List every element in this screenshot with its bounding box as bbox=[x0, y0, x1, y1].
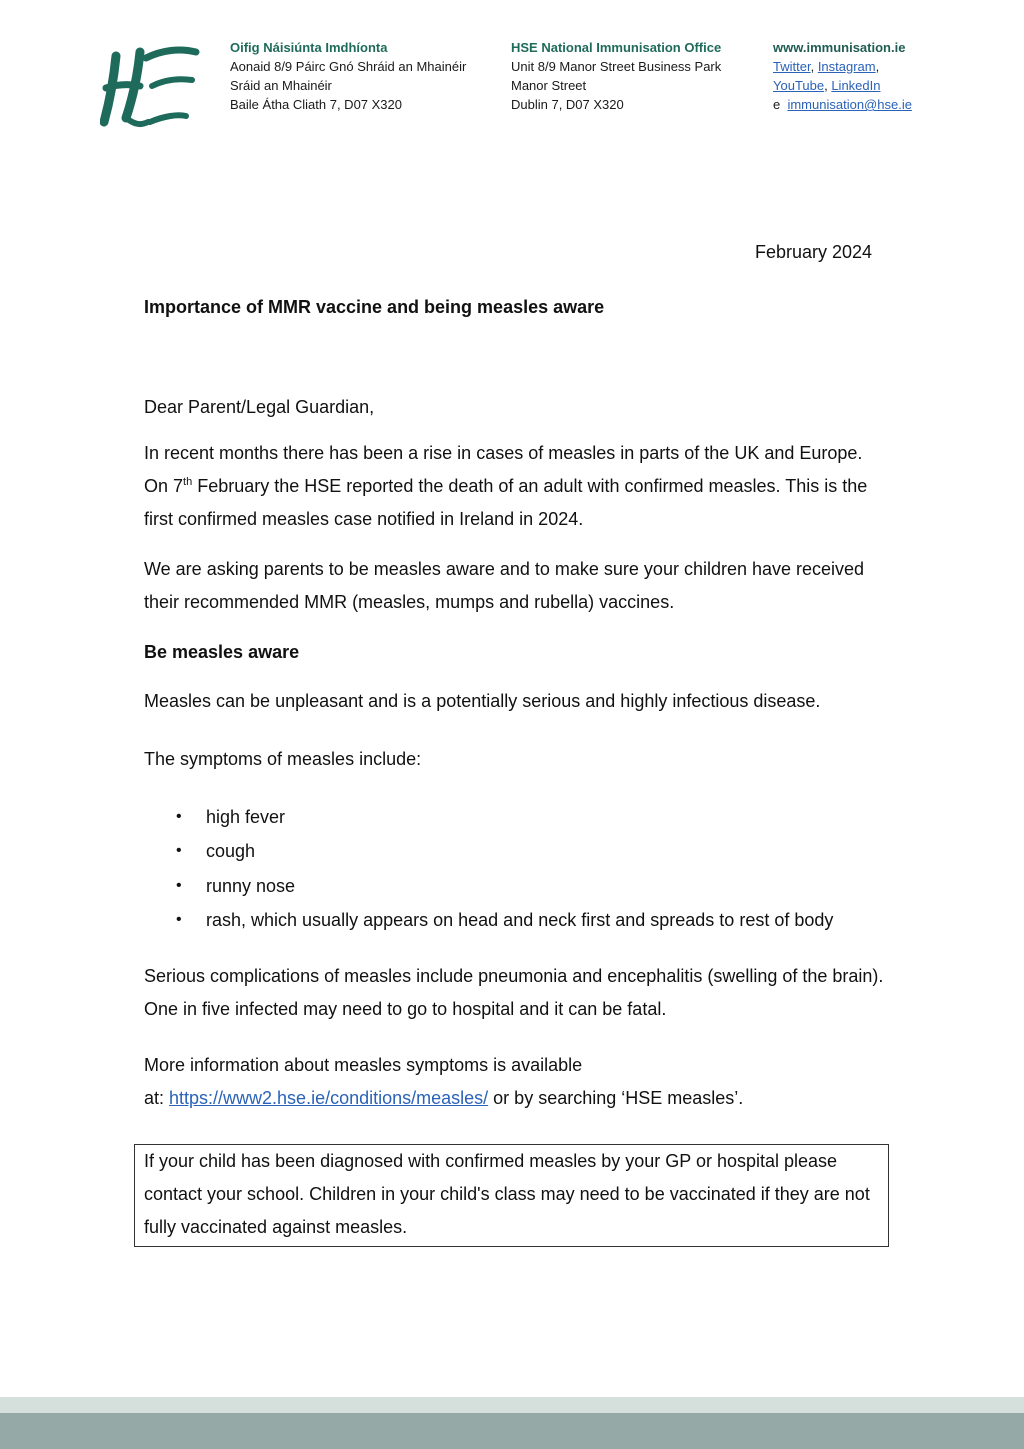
ordinal-suffix: th bbox=[183, 476, 193, 488]
list-item: • rash, which usually appears on head and neck first and spreads to rest of body bbox=[176, 903, 833, 937]
email-row bbox=[773, 95, 912, 114]
hse-logo bbox=[100, 44, 202, 130]
footer-band-light bbox=[0, 1397, 1024, 1413]
more-info-line-2 bbox=[144, 1082, 884, 1115]
paragraph-more-info bbox=[144, 1049, 884, 1115]
social-links-row-2: YouTube, LinkedIn bbox=[773, 78, 881, 93]
irish-office-title: Oifig Náisiúnta Imdhíonta bbox=[230, 40, 388, 55]
list-item: • cough bbox=[176, 834, 833, 868]
linkedin-link[interactable]: LinkedIn bbox=[831, 78, 881, 93]
symptoms-list bbox=[176, 800, 833, 937]
section-heading-measles-aware: Be measles aware bbox=[144, 642, 300, 662]
paragraph-disease: Measles can be unpleasant and is a potentially serious and highly infectious disease. bbox=[144, 691, 821, 711]
email-prefix: e bbox=[773, 97, 781, 112]
paragraph-intro-part-1: In recent months there has been a rise in cases of measles in parts of the UK and Europe. On 7 bbox=[144, 443, 863, 496]
list-item: • high fever bbox=[176, 800, 833, 834]
more-info-suffix: or by searching ‘HSE measles’. bbox=[488, 1088, 744, 1108]
english-office-title: HSE National Immunisation Office bbox=[511, 40, 722, 55]
paragraph-request: We are asking parents to be measles aware and to make sure your children have received their recommended MMR (measles, mumps and rubella) vaccines. bbox=[144, 559, 865, 612]
irish-address-line-1: Aonaid 8/9 Páirc Gnó Shráid an Mhainéir bbox=[230, 59, 467, 74]
more-info-line-1: More information about measles symptoms is available bbox=[144, 1055, 583, 1075]
letter-title: Importance of MMR vaccine and being measles aware bbox=[144, 297, 605, 317]
header-english-address bbox=[511, 38, 721, 114]
paragraph-symptoms-intro: The symptoms of measles include: bbox=[144, 749, 422, 769]
english-address-line-2: Manor Street bbox=[511, 78, 587, 93]
website-label: www.immunisation.ie bbox=[773, 40, 906, 55]
paragraph-complications: Serious complications of measles include pneumonia and encephalitis (swelling of the brain). One in five infected may need to go to hospital and it can be fatal. bbox=[144, 966, 884, 1019]
paragraph-intro bbox=[144, 437, 884, 536]
salutation: Dear Parent/Legal Guardian, bbox=[144, 397, 375, 417]
irish-address-line-2: Sráid an Mhainéir bbox=[230, 78, 332, 93]
instagram-link[interactable]: Instagram bbox=[817, 59, 876, 74]
header-contact bbox=[773, 38, 912, 114]
footer-band bbox=[0, 1413, 1024, 1449]
youtube-link[interactable]: YouTube bbox=[773, 78, 825, 93]
irish-address-line-3: Baile Átha Cliath 7, D07 X320 bbox=[230, 97, 402, 112]
measles-info-link[interactable]: https://www2.hse.ie/conditions/measles/ bbox=[169, 1088, 489, 1108]
english-address-line-1: Unit 8/9 Manor Street Business Park bbox=[511, 59, 722, 74]
twitter-link[interactable]: Twitter bbox=[773, 59, 811, 74]
letter-date: February 2024 bbox=[755, 242, 873, 262]
more-info-prefix: at: bbox=[144, 1088, 170, 1108]
list-item: • runny nose bbox=[176, 869, 833, 903]
english-address-line-3: Dublin 7, D07 X320 bbox=[511, 97, 624, 112]
social-links-row-1: Twitter, Instagram, bbox=[773, 59, 880, 74]
email-link[interactable]: immunisation@hse.ie bbox=[787, 97, 912, 112]
notice-box: If your child has been diagnosed with confirmed measles by your GP or hospital please contact your school. Children in your child's class may need to be vaccinated if they are not fully vaccinated against measles. bbox=[134, 1144, 889, 1247]
header-irish-address bbox=[230, 38, 466, 114]
paragraph-intro-part-2: February the HSE reported the death of an adult with confirmed measles. This is the first confirmed measles case notified in Ireland in 2024. bbox=[144, 476, 868, 529]
